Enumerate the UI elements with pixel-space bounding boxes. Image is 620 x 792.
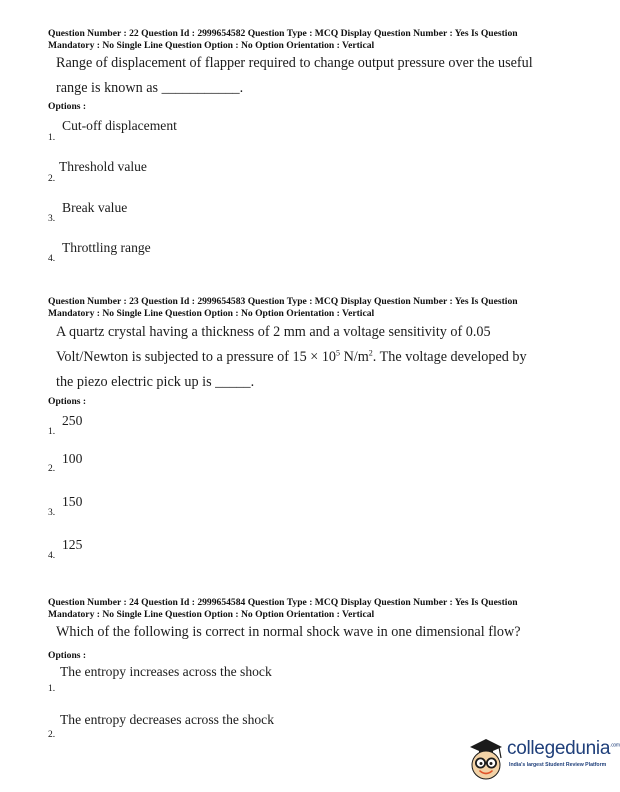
q24-option-1-number: 1. — [48, 684, 56, 694]
question-22-options-label: Options : — [48, 101, 87, 112]
q23-option-4-text[interactable]: 125 — [62, 537, 83, 552]
q22-option-1-number: 1. — [48, 133, 56, 143]
question-24-text: Which of the following is correct in normal shock wave in one dimensional flow? — [56, 624, 521, 640]
q24-option-2-text[interactable]: The entropy decreases across the shock — [60, 712, 275, 727]
brand-name: collegedunia$^{.com}$ — [507, 738, 620, 759]
q22-option-2-number: 2. — [48, 174, 56, 184]
q23-option-1-text[interactable]: 250 — [62, 413, 83, 428]
q23-option-2-text[interactable]: 100 — [62, 451, 83, 466]
q24-option-2-number: 2. — [48, 730, 56, 740]
q22-option-4-number: 4. — [48, 254, 56, 264]
question-24-options-label: Options : — [48, 650, 87, 661]
question-23-text: A quartz crystal having a thickness of 2 mm and a voltage sensitivity of 0.05 Volt/Newton is subjected to a pressure of $15 \times 10^5$ $N/m^2$. The voltage developed by the piezo electric pick up is _____. — [56, 324, 527, 390]
question-22-meta: Question Number : 22 Question Id : 2999654582 Question Type : MCQ Display Question Number : Yes Is Question Mandatory : No Single Line Question Option : No Option Orientation : Vertical — [48, 28, 518, 51]
q22-option-1-text[interactable]: Cut-off displacement — [62, 118, 177, 133]
question-23-meta: Question Number : 23 Question Id : 2999654583 Question Type : MCQ Display Question Number : Yes Is Question Mandatory : No Single Line Question Option : No Option Orientation : Vertical — [48, 296, 518, 319]
collegedunia-logo[interactable] — [466, 736, 620, 786]
q23-option-4-number: 4. — [48, 551, 56, 561]
mascot-icon — [466, 736, 506, 784]
q23-option-1-number: 1. — [48, 427, 56, 437]
q22-option-4-text[interactable]: Throttling range — [62, 240, 151, 255]
question-24-meta: Question Number : 24 Question Id : 2999654584 Question Type : MCQ Display Question Number : Yes Is Question Mandatory : No Single Line Question Option : No Option Orientation : Vertical — [48, 597, 518, 620]
q23-option-3-text[interactable]: 150 — [62, 494, 83, 509]
q22-option-2-text[interactable]: Threshold value — [59, 159, 147, 174]
q23-option-3-number: 3. — [48, 508, 56, 518]
q22-option-3-text[interactable]: Break value — [62, 200, 128, 215]
q23-option-2-number: 2. — [48, 464, 56, 474]
q22-option-3-number: 3. — [48, 214, 56, 224]
question-22-text: Range of displacement of flapper required to change output pressure over the useful range is known as ___________. — [56, 55, 533, 96]
question-23-options-label: Options : — [48, 396, 87, 407]
q24-option-1-text[interactable]: The entropy increases across the shock — [60, 664, 272, 679]
brand-tagline: India's largest Student Review Platform — [509, 762, 607, 768]
